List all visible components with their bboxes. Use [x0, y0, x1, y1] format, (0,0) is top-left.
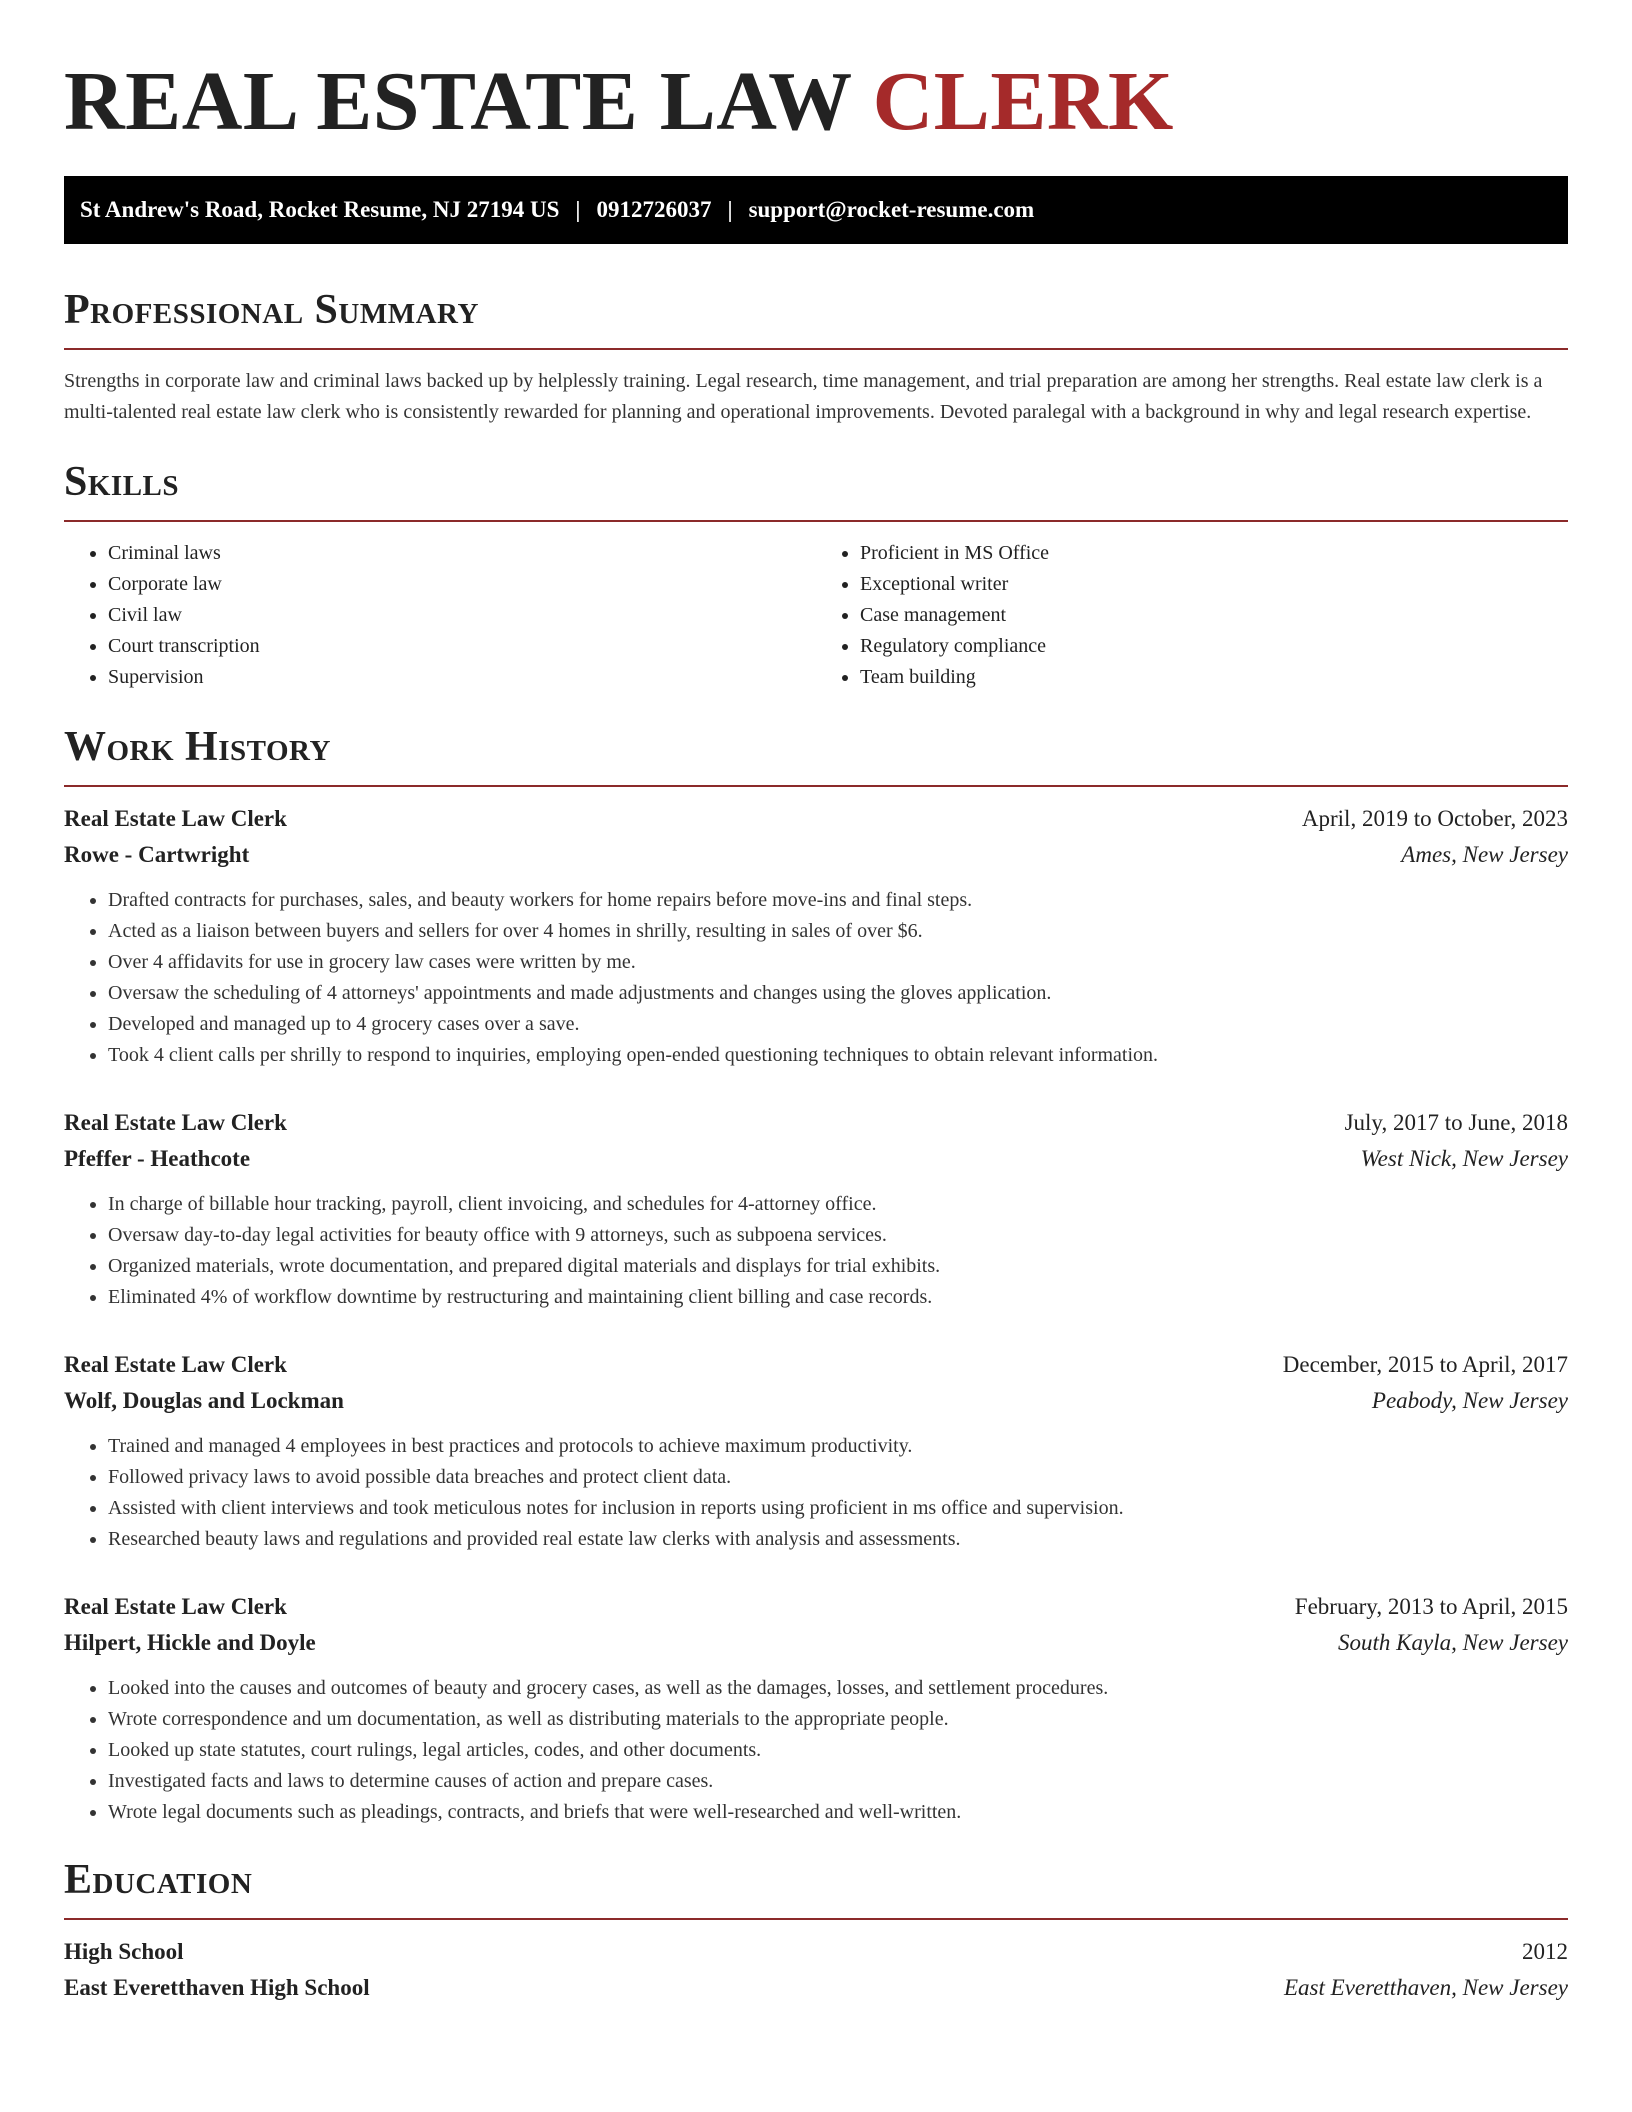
- summary-heading: Professional Summary: [64, 287, 479, 333]
- job-bullet: • Acted as a liaison between buyers and sellers for over 4 homes in shrilly, resulting in sales of over $6.: [108, 916, 1568, 947]
- skills-column-left: [64, 538, 816, 693]
- job-dates: December, 2015 to April, 2017: [1282, 1352, 1568, 1377]
- job-bullet: • Looked up state statutes, court rulings, legal articles, codes, and other documents.: [108, 1735, 1568, 1766]
- job-entry: [64, 1105, 1568, 1313]
- skill-item: • Exceptional writer: [860, 569, 1568, 600]
- job-bullet: • Looked into the causes and outcomes of beauty and grocery cases, as well as the damages, losses, and settlement procedures.: [108, 1673, 1568, 1704]
- skills-section: [64, 458, 1568, 693]
- work-history-section: [64, 723, 1568, 1828]
- job-bullet: • Oversaw the scheduling of 4 attorneys' appointments and made adjustments and changes using the gloves application.: [108, 978, 1568, 1009]
- contact-email: support@rocket-resume.com: [748, 197, 1035, 222]
- education-section: [64, 1856, 1568, 2006]
- job-bullets: [64, 1189, 1568, 1313]
- skill-item: • Civil law: [108, 600, 816, 631]
- job-location: South Kayla, New Jersey: [1338, 1630, 1568, 1655]
- skill-item: • Regulatory compliance: [860, 631, 1568, 662]
- job-bullet: • Drafted contracts for purchases, sales, and beauty workers for home repairs before move-ins and final steps.: [108, 885, 1568, 916]
- job-bullet: • In charge of billable hour tracking, payroll, client invoicing, and schedules for 4-attorney office.: [108, 1189, 1568, 1220]
- education-year: 2012: [1522, 1939, 1568, 1964]
- skill-item: • Court transcription: [108, 631, 816, 662]
- education-school: East Everetthaven High School: [64, 1975, 370, 2000]
- job-bullet: • Oversaw day-to-day legal activities for beauty office with 9 attorneys, such as subpoena services.: [108, 1220, 1568, 1251]
- section-divider: [64, 520, 1568, 522]
- job-dates: July, 2017 to June, 2018: [1344, 1110, 1568, 1135]
- skill-item: • Corporate law: [108, 569, 816, 600]
- skills-column-right: [816, 538, 1568, 693]
- job-location: Ames, New Jersey: [1401, 842, 1568, 867]
- work-history-heading: Work History: [64, 724, 331, 770]
- skill-item: • Team building: [860, 662, 1568, 693]
- job-title: Real Estate Law Clerk: [64, 1352, 287, 1377]
- education-location: East Everetthaven, New Jersey: [1284, 1975, 1568, 2000]
- job-bullets: [64, 885, 1568, 1071]
- job-bullet: • Developed and managed up to 4 grocery cases over a save.: [108, 1009, 1568, 1040]
- skill-item: • Proficient in MS Office: [860, 538, 1568, 569]
- section-divider: [64, 348, 1568, 350]
- job-title: Real Estate Law Clerk: [64, 806, 287, 831]
- job-bullets: [64, 1673, 1568, 1828]
- contact-bar: [64, 176, 1568, 244]
- education-degree: High School: [64, 1939, 184, 1964]
- job-bullet: • Researched beauty laws and regulations and provided real estate law clerks with analysis and assessments.: [108, 1524, 1568, 1555]
- section-divider: [64, 785, 1568, 787]
- job-bullet: • Trained and managed 4 employees in best practices and protocols to achieve maximum productivity.: [108, 1431, 1568, 1462]
- job-company: Wolf, Douglas and Lockman: [64, 1388, 344, 1413]
- job-entry: [64, 801, 1568, 1071]
- job-bullets: [64, 1431, 1568, 1555]
- job-title: Real Estate Law Clerk: [64, 1594, 287, 1619]
- job-bullet: • Wrote correspondence and um documentation, as well as distributing materials to the appropriate people.: [108, 1704, 1568, 1735]
- job-dates: April, 2019 to October, 2023: [1301, 806, 1568, 831]
- job-company: Pfeffer - Heathcote: [64, 1146, 251, 1171]
- job-location: West Nick, New Jersey: [1360, 1146, 1568, 1171]
- job-bullet: • Wrote legal documents such as pleadings, contracts, and briefs that were well-researched and well-written.: [108, 1797, 1568, 1828]
- job-title: Real Estate Law Clerk: [64, 1110, 287, 1135]
- summary-text: Strengths in corporate law and criminal laws backed up by helplessly training. Legal research, time management, and trial preparation are among her strengths. Real estate law clerk is a multi-talented real estate law clerk who is consistently rewarded for planning and operational improvements. Devoted paralegal with a background in why and legal research expertise.: [64, 370, 1543, 423]
- resume-name: [64, 0, 1568, 152]
- skills-list: [64, 538, 1568, 693]
- job-entry: [64, 1589, 1568, 1828]
- contact-separator: |: [575, 197, 581, 222]
- job-bullet: • Took 4 client calls per shrilly to respond to inquiries, employing open-ended questioning techniques to obtain relevant information.: [108, 1040, 1568, 1071]
- skill-item: • Case management: [860, 600, 1568, 631]
- job-bullet: • Assisted with client interviews and took meticulous notes for inclusion in reports using proficient in ms office and supervision.: [108, 1493, 1568, 1524]
- education-entry: [64, 1934, 1568, 2006]
- job-company: Rowe - Cartwright: [64, 842, 250, 867]
- job-dates: February, 2013 to April, 2015: [1294, 1594, 1568, 1619]
- job-entry: [64, 1347, 1568, 1555]
- section-divider: [64, 1918, 1568, 1920]
- job-bullet: • Eliminated 4% of workflow downtime by restructuring and maintaining client billing and case records.: [108, 1282, 1568, 1313]
- job-bullet: • Over 4 affidavits for use in grocery law cases were written by me.: [108, 947, 1568, 978]
- job-company: Hilpert, Hickle and Doyle: [64, 1630, 316, 1655]
- name-main: REAL ESTATE LAW: [64, 55, 873, 148]
- job-location: Peabody, New Jersey: [1371, 1388, 1568, 1413]
- skills-heading: Skills: [64, 459, 180, 505]
- name-accent: CLERK: [872, 55, 1174, 148]
- skill-item: • Criminal laws: [108, 538, 816, 569]
- contact-phone: 0912726037: [596, 197, 712, 222]
- skill-item: • Supervision: [108, 662, 816, 693]
- job-bullet: • Organized materials, wrote documentation, and prepared digital materials and displays for trial exhibits.: [108, 1251, 1568, 1282]
- education-heading: Education: [64, 1857, 253, 1903]
- summary-section: [64, 286, 1568, 428]
- job-bullet: • Investigated facts and laws to determine causes of action and prepare cases.: [108, 1766, 1568, 1797]
- job-bullet: • Followed privacy laws to avoid possible data breaches and protect client data.: [108, 1462, 1568, 1493]
- contact-address: St Andrew's Road, Rocket Resume, NJ 27194 US: [80, 197, 560, 222]
- contact-separator: |: [727, 197, 733, 222]
